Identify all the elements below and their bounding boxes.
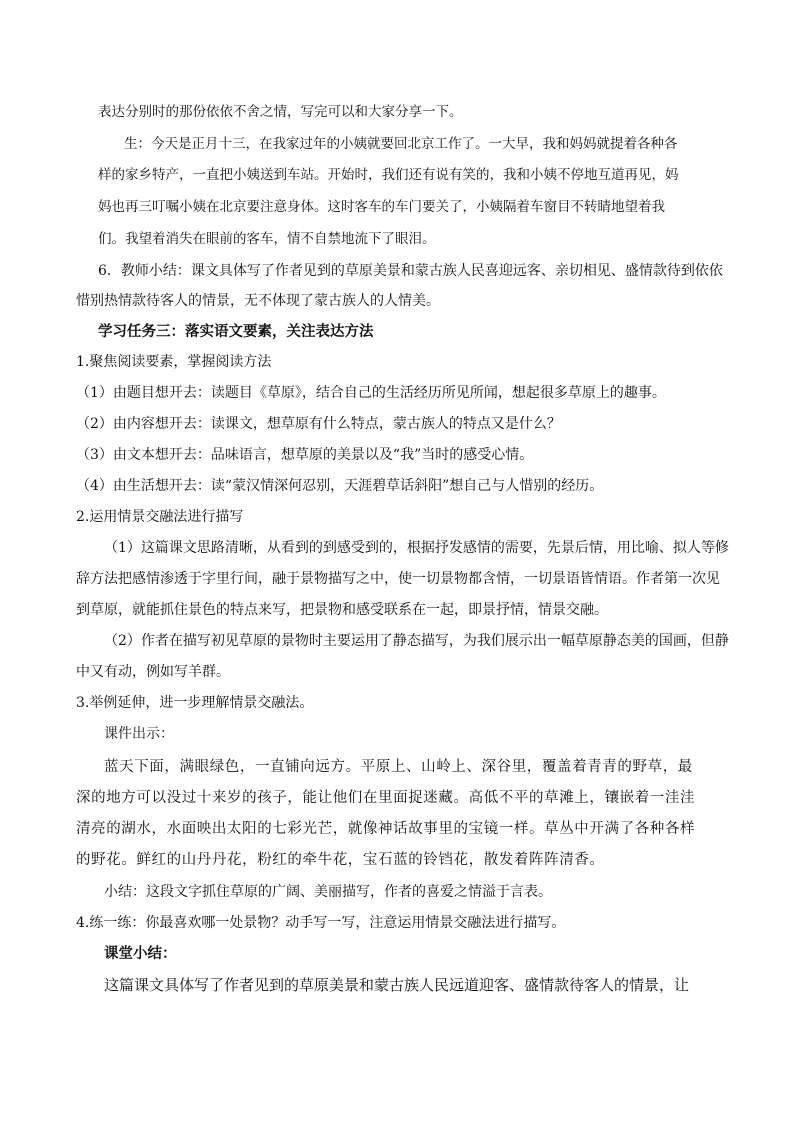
quoted-passage-line: 的野花。鲜红的山丹丹花，粉红的牵牛花，宝石蓝的铃铛花，散发着阵阵清香。 xyxy=(76,852,605,868)
class-summary-heading: 课堂小结： xyxy=(104,945,177,962)
quoted-passage-line: 清亮的湖水，水面映出太阳的七彩光芒，就像神话故事里的宝镜一样。草丛中开满了各种各样 xyxy=(76,821,696,837)
list-item: （4）由生活想开去：读“蒙汉情深何忍别，天涯碧草话斜阳”想自己与人惜别的经历。 xyxy=(76,478,604,494)
student-answer-line: 生：今天是正月十三，在我家过年的小姨就要回北京工作了。一大早，我和妈妈就提着各种各 xyxy=(124,136,678,152)
list-item: （3）由文本想开去：品味语言，想草原的美景以及“我”当时的感受心情。 xyxy=(76,447,534,463)
subsection-heading: 3.举例延伸，进一步理解情景交融法。 xyxy=(76,695,314,711)
paragraph-line: 表达分别时的那份依依不舍之情，写完可以和大家分享一下。 xyxy=(98,104,463,120)
student-answer-line: 们。我望着消失在眼前的客车，情不自禁地流下了眼泪。 xyxy=(98,231,436,247)
subsection-heading: 4.练一练：你最喜欢哪一处景物？动手写一写，注意运用情景交融法进行描写。 xyxy=(76,915,566,931)
paragraph-line: 辞方法把感情渗透于字里行间，融于景物描写之中，使一切景物都含情，一切景语皆情语。作者第一次见 xyxy=(76,571,720,587)
student-answer-line: 样的家乡特产，一直把小姨送到车站。开始时，我们还有说有笑的，我和小姨不停地互道再见，妈 xyxy=(98,167,679,183)
student-answer-line: 妈也再三叮嘱小姨在北京要注意身体。这时客车的车门要关了，小姨隔着车窗目不转睛地望着我 xyxy=(98,199,665,215)
summary-line: 小结：这段文字抓住草原的广阔、美丽描写，作者的喜爱之情溢于言表。 xyxy=(104,884,552,900)
label-line: 课件出示： xyxy=(104,726,174,742)
paragraph-line: 中又有动，例如写羊群。 xyxy=(76,664,230,680)
quoted-passage-line: 深的地方可以没过十来岁的孩子，能让他们在里面捉迷藏。高低不平的草滩上，镶嵌着一洼洼 xyxy=(76,790,696,806)
teacher-summary-line: 惜别热情款待客人的情景，无不体现了蒙古族人的人情美。 xyxy=(76,293,440,309)
paragraph-line: （2）作者在描写初见草原的景物时主要运用了静态描写，为我们展示出一幅草原静态美的国画，但静 xyxy=(104,633,729,649)
list-item: （2）由内容想开去：读课文，想草原有什么特点，蒙古族人的特点又是什么？ xyxy=(76,416,561,432)
teacher-summary-line: 6．教师小结：课文具体写了作者见到的草原美景和蒙古族人民喜迎远客、亲切相见、盛情款待到依依 xyxy=(98,263,723,279)
subsection-heading: 1.聚焦阅读要素，掌握阅读方法 xyxy=(76,354,272,370)
paragraph-line: （1）这篇课文思路清晰，从看到的到感受到的，根据抒发感情的需要，先景后情，用比喻、拟人等修 xyxy=(104,540,729,556)
list-item: （1）由题目想开去：读题目《草原》，结合自己的生活经历所见所闻，想起很多草原上的趣事。 xyxy=(76,385,666,401)
section-heading: 学习任务三：落实语文要素，关注表达方法 xyxy=(98,323,374,340)
paragraph-line: 这篇课文具体写了作者见到的草原美景和蒙古族人民远道迎客、盛情款待客人的情景，让 xyxy=(104,976,690,994)
paragraph-line: 到草原，就能抓住景色的特点来写，把景物和感受联系在一起，即景抒情，情景交融。 xyxy=(76,602,608,618)
quoted-passage-line: 蓝天下面，满眼绿色，一直铺向远方。平原上、山岭上、深谷里，覆盖着青青的野草，最 xyxy=(104,759,693,775)
subsection-heading: 2.运用情景交融法进行描写 xyxy=(76,509,244,525)
